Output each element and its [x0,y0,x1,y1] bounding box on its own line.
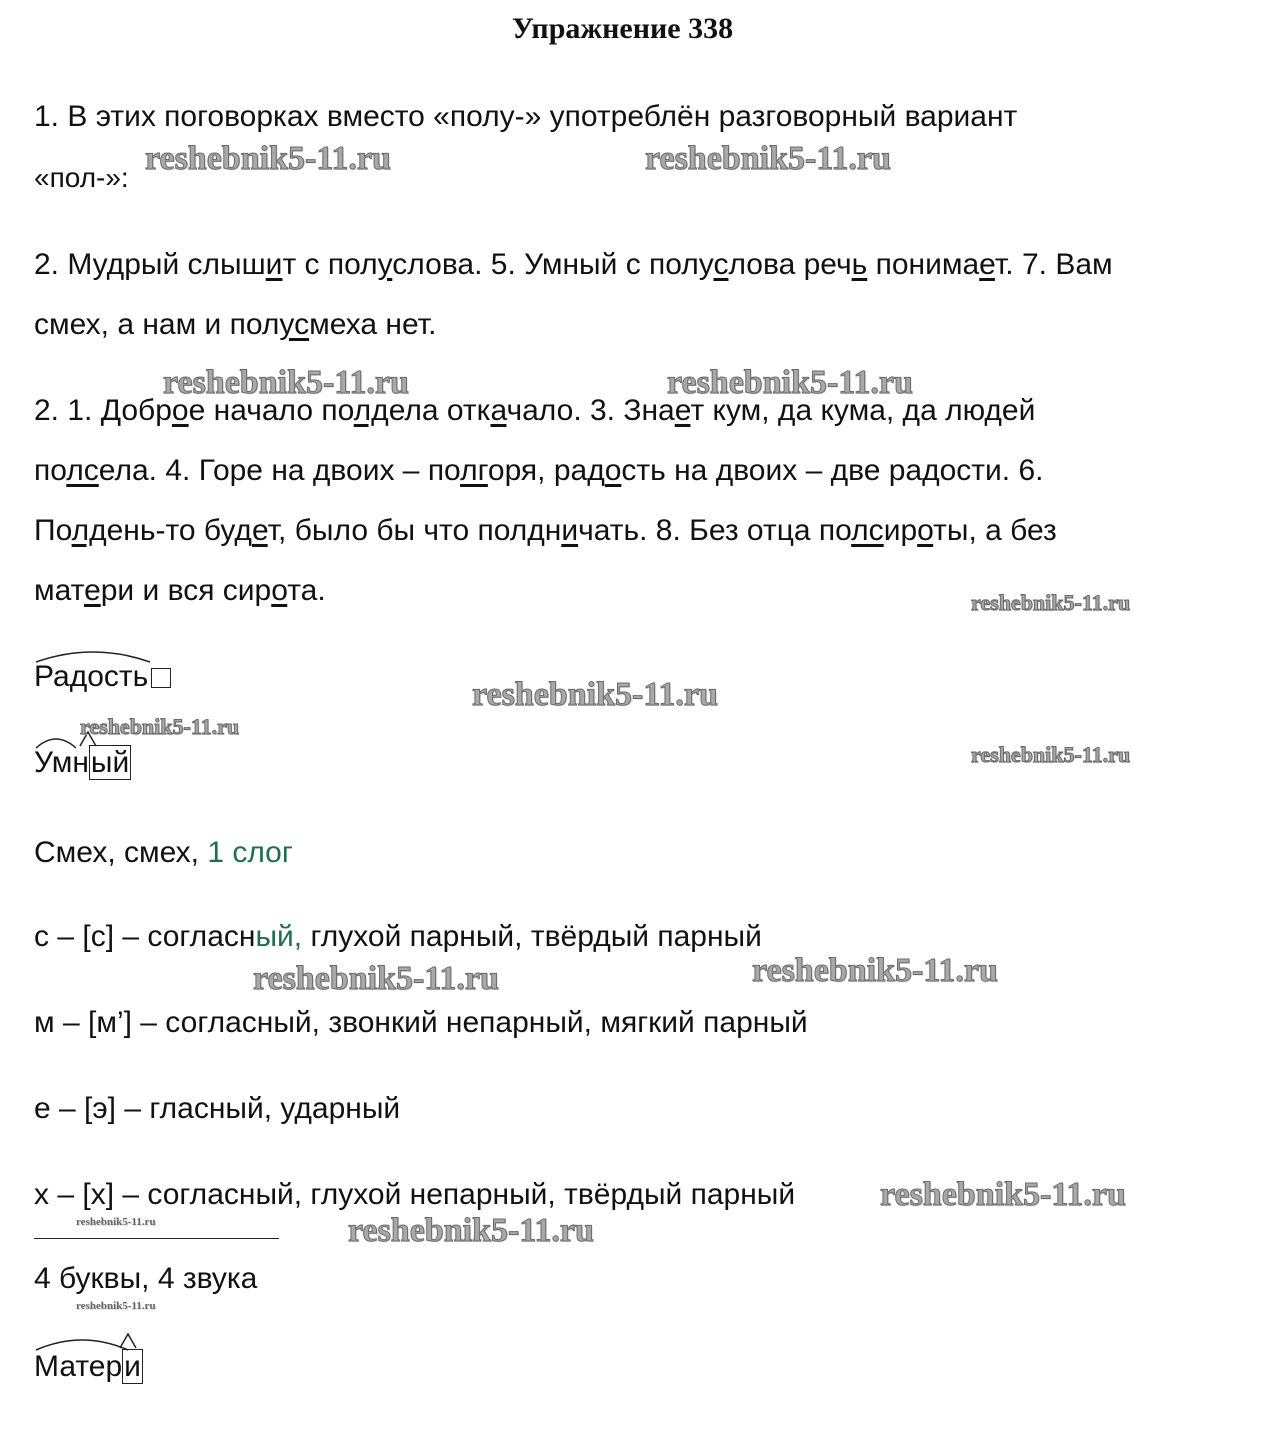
word-radost-root: Радост [34,660,133,693]
letters-sounds-count: 4 буквы, 4 звука [34,1262,258,1295]
watermark: reshebnik5-11.ru [163,364,409,401]
word-materi-ending: и [124,1350,141,1383]
word-umny-ending: ый [90,746,130,779]
sound-x: х – [х] – согласный, глухой непарный, твёрдый парный [34,1178,796,1211]
proverbs2-line-1: 2. 1. Доброе начало полдела откачало. 3. Знает кум, да кума, да людей [34,394,1036,427]
word-materi-root: Матер [34,1350,123,1383]
word-radost-suffix: ь [132,660,149,693]
proverbs2-line-4: матери и вся сирота. [34,574,326,607]
sound-e: е – [э] – гласный, ударный [34,1092,401,1125]
watermark: reshebnik5-11.ru [645,140,891,177]
root-arc-icon [34,1334,130,1352]
watermark: reshebnik5-11.ru [752,952,998,989]
sound-m: м – [м’] – согласный, звонкий непарный, мягкий парный [34,1006,808,1039]
word-umny-root: Ум [34,746,73,779]
watermark: reshebnik5-11.ru [80,714,240,739]
word-umny [34,746,131,780]
watermark: reshebnik5-11.ru [145,140,391,177]
proverbs2-line-3: Полдень-то будет, было бы что полдничать. 8. Без отца полсироты, а без [34,514,1057,547]
suffix-mark-icon [118,1332,138,1350]
intro-line-1: 1. В этих поговорках вместо «полу-» употреблён разговорный вариант [34,100,1018,133]
intro-line-2: «пол-»: [34,162,129,193]
proverbs-line-2: смех, а нам и полусмеха нет. [34,308,437,341]
watermark: reshebnik5-11.ru [253,960,499,997]
watermark: reshebnik5-11.ru [76,1300,156,1312]
proverbs2-line-2: полсела. 4. Горе на двоих – полгоря, радость на двоих – две радости. 6. [34,454,1044,487]
word-materi [34,1350,143,1384]
page-title: Упражнение 338 [511,12,734,45]
watermark: reshebnik5-11.ru [971,590,1131,615]
root-arc-icon [34,646,152,664]
watermark: reshebnik5-11.ru [880,1176,1126,1213]
proverbs-line-1: 2. Мудрый слышит с полуслова. 5. Умный с полуслова речь понимает. 7. Вам [34,248,1113,281]
word-umny-suffix: н [72,746,89,779]
syllable-count: 1 слог [207,836,293,869]
watermark: reshebnik5-11.ru [971,742,1131,767]
divider [34,1238,279,1239]
analysis-heading: Смех, смех, 1 слог [34,836,293,869]
watermark: reshebnik5-11.ru [76,1216,156,1228]
sound-s: с – [с] – согласный, глухой парный, твёрдый парный [34,920,762,953]
root-arc-icon [34,734,78,750]
null-ending-icon [151,668,171,688]
watermark: reshebnik5-11.ru [472,676,718,713]
watermark: reshebnik5-11.ru [667,364,913,401]
watermark: reshebnik5-11.ru [348,1212,594,1249]
word-radost [34,660,171,694]
